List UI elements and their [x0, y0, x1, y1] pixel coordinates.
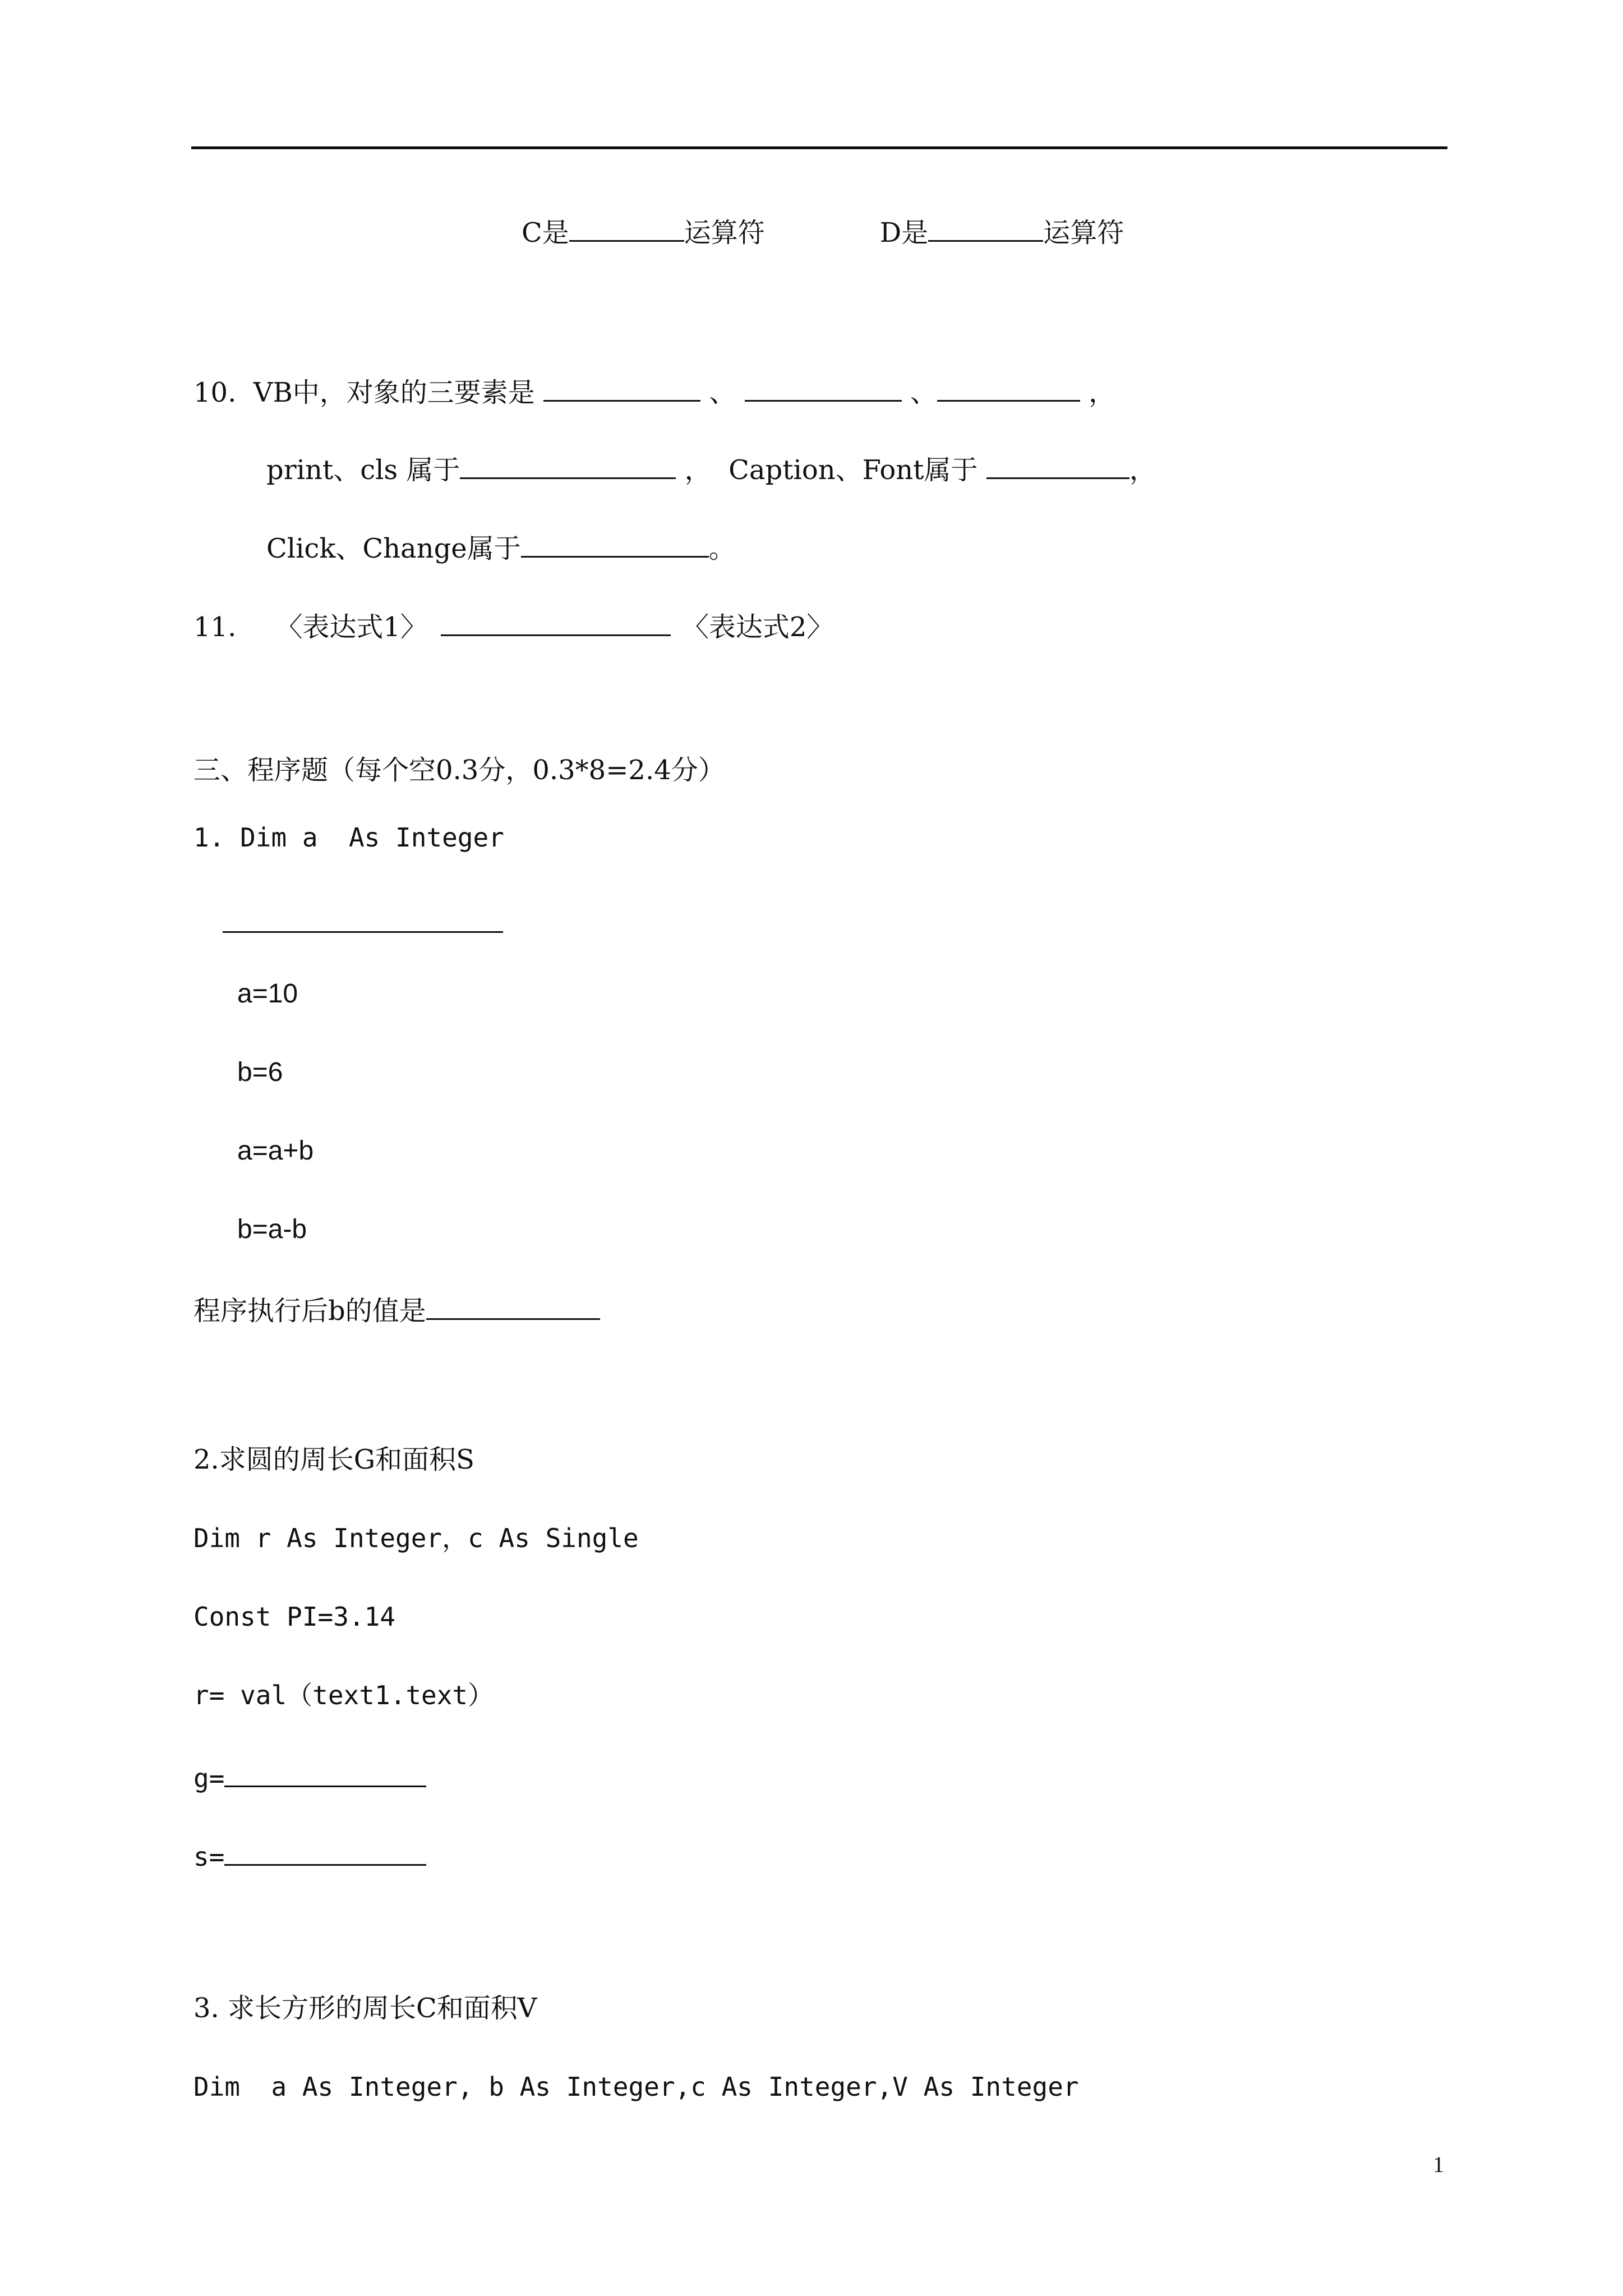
header-rule [191, 146, 1447, 149]
p3-code-line-1: Dim a As Integer, b As Integer,c As Integer,V As Integer [193, 2072, 1079, 2102]
q9-c-prefix: C是 [522, 217, 569, 249]
p2-g-label: g= [193, 1763, 225, 1793]
p1-code-line-4: b=a-b [237, 1214, 307, 1244]
p2-head: 2.求圆的周长G和面积S [193, 1444, 475, 1475]
q11-line [193, 608, 833, 644]
p3-head: 3. 求长方形的周长C和面积V [193, 1993, 537, 2024]
p1-head: 1. Dim a As Integer [193, 822, 504, 853]
page-number: 1 [1433, 2152, 1444, 2177]
q9-d-prefix: D是 [879, 217, 929, 249]
q11-blank[interactable] [441, 608, 671, 636]
q10-line2-b: ， Caption、Font属于 [676, 454, 986, 486]
p2-code-line-2: Const PI=3.14 [193, 1602, 396, 1632]
q10-line-1 [193, 373, 1115, 409]
q10-end: ， [1080, 377, 1116, 408]
q11-left-expr: 〈表达式1〉 [275, 611, 427, 643]
q9-c-suffix: 运算符 [684, 217, 765, 249]
q10-line2-a: print、cls 属于 [266, 454, 460, 486]
q9-c-blank[interactable] [569, 213, 684, 242]
p1-code-line-1: a=10 [237, 979, 298, 1009]
p1-blank[interactable] [223, 904, 503, 933]
q10-line3-a: Click、Change属于 [266, 533, 521, 564]
q10-line2-end: ， [1129, 454, 1156, 486]
q10-sep-1: 、 [700, 377, 745, 408]
p1-code-line-3: a=a+b [237, 1136, 314, 1166]
p2-g-blank[interactable] [224, 1759, 426, 1787]
q10-blank-4[interactable] [460, 450, 676, 479]
section-3-title: 三、程序题（每个空0.3分，0.3*8=2.4分） [193, 754, 725, 786]
p2-g-line [193, 1759, 426, 1795]
p2-code-line-3: r= val（text1.text） [193, 1680, 494, 1710]
q10-blank-1[interactable] [543, 373, 700, 402]
q9-d-blank[interactable] [928, 213, 1043, 242]
p2-s-label: s= [193, 1842, 225, 1872]
p1-question [193, 1291, 600, 1328]
q10-line-3 [266, 529, 736, 565]
q10-line3-end: 。 [708, 533, 736, 564]
q10-blank-6[interactable] [521, 529, 709, 558]
q10-blank-3[interactable] [937, 373, 1080, 402]
q11-num: 11. [193, 611, 237, 643]
p2-code-line-1: Dim r As Integer，c As Single [193, 1523, 639, 1553]
p2-s-line [193, 1837, 426, 1874]
q9-operator-line [522, 213, 1124, 250]
q9-d-suffix: 运算符 [1043, 217, 1124, 249]
p1-blank-line [223, 904, 503, 941]
q11-right-expr: 〈表达式2〉 [681, 611, 834, 643]
q10-blank-2[interactable] [745, 373, 902, 402]
p2-s-blank[interactable] [224, 1837, 426, 1866]
q10-lead: 10. VB中，对象的三要素是 [193, 377, 544, 408]
p1-question-text: 程序执行后b的值是 [193, 1295, 426, 1327]
q10-line-2 [266, 450, 1156, 487]
p1-answer-blank[interactable] [426, 1291, 600, 1320]
p1-code-line-2: b=6 [237, 1057, 283, 1087]
q10-blank-5[interactable] [986, 450, 1129, 479]
q10-sep-2: 、 [901, 377, 937, 408]
